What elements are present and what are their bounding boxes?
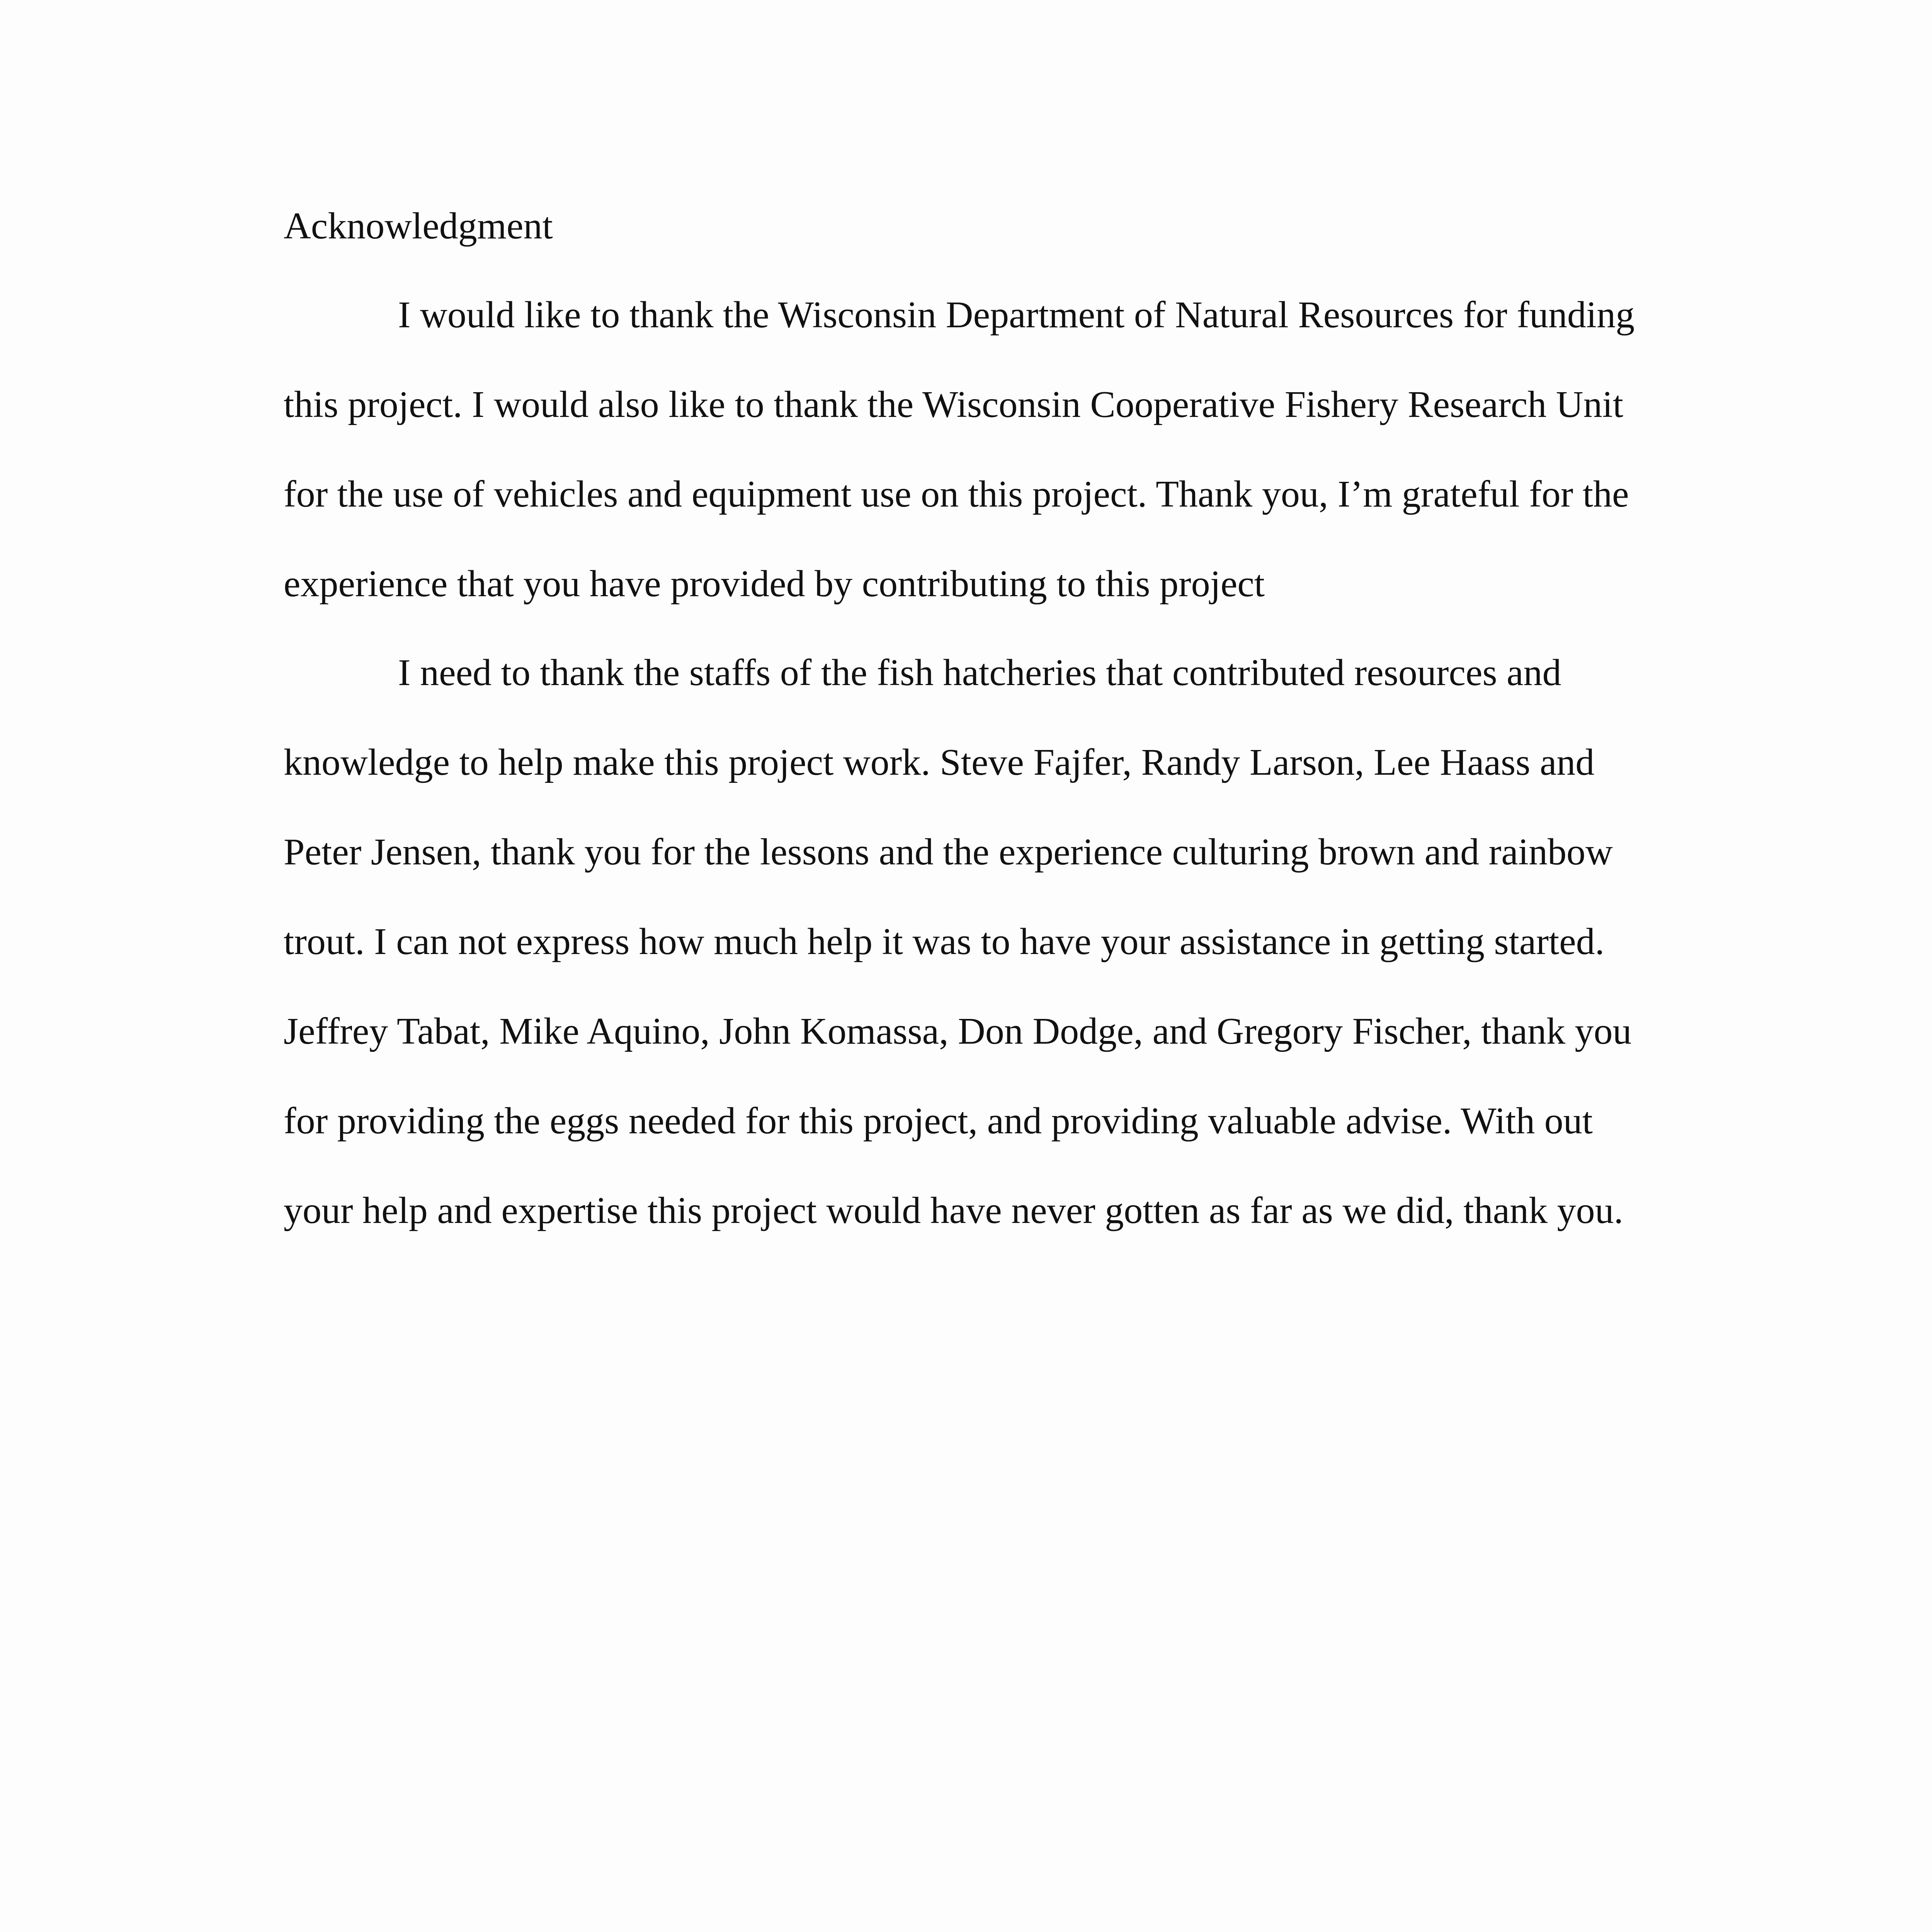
paragraph-line: knowledge to help make this project work. Steve Fajfer, Randy Larson, Lee Haass and	[284, 742, 1595, 783]
paragraph-line: for the use of vehicles and equipment use on this project. Thank you, I’m grateful for the	[284, 473, 1629, 515]
paragraph-line: experience that you have provided by contributing to this project	[284, 563, 1265, 605]
paragraph-line: I need to thank the staffs of the fish hatcheries that contributed resources and	[398, 652, 1561, 694]
paragraph-line: I would like to thank the Wisconsin Department of Natural Resources for funding	[398, 294, 1635, 336]
paragraph-line: this project. I would also like to thank the Wisconsin Cooperative Fishery Research Unit	[284, 384, 1624, 425]
paragraph-line: Jeffrey Tabat, Mike Aquino, John Komassa, Don Dodge, and Gregory Fischer, thank you	[284, 1010, 1632, 1052]
paragraph-line: Peter Jensen, thank you for the lessons and the experience culturing brown and rainbow	[284, 831, 1613, 873]
paragraph-line: trout. I can not express how much help it was to have your assistance in getting started.	[284, 921, 1605, 963]
paragraph-line: for providing the eggs needed for this project, and providing valuable advise. With out	[284, 1100, 1593, 1142]
page-title: Acknowledgment	[284, 205, 553, 247]
paragraph-line: your help and expertise this project would have never gotten as far as we did, thank you.	[284, 1190, 1624, 1231]
